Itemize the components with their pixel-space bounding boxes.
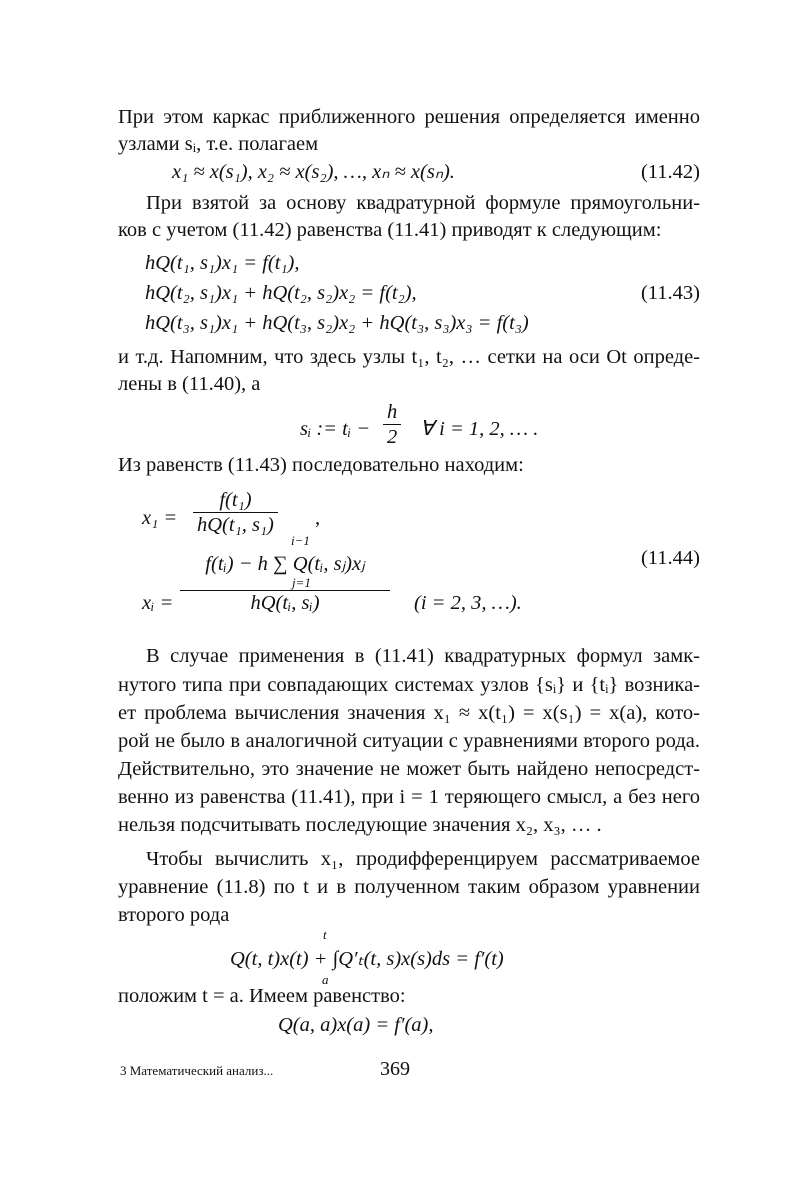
text-line: и т.д. Напомним, что здесь узлы t₁, t₂, … сетки на оси Ot опреде- <box>118 346 700 368</box>
text-line: венно из равенства (11.41), при i = 1 теряющего смысл, а без него <box>118 786 700 808</box>
text-line: Из равенств (11.43) последовательно находим: <box>118 454 524 476</box>
fraction-denominator: 2 <box>383 424 401 449</box>
text-line: При этом каркас приближенного решения определяется именно <box>118 106 700 128</box>
equation-11-42: x₁ ≈ x(s₁), x₂ ≈ x(s₂), …, xₙ ≈ x(sₙ). <box>172 161 455 183</box>
x1-fraction <box>193 488 278 537</box>
fraction-numerator: h <box>387 401 398 423</box>
equation-label: (11.43) <box>640 282 700 304</box>
text-line: положим t = a. Имеем равенство: <box>118 985 406 1007</box>
running-footer: 3 Математический анализ... <box>120 1063 274 1078</box>
text-line: нутого типа при совпадающих системах узлов {sᵢ} и {tᵢ} возника- <box>118 674 700 696</box>
fraction-denominator: hQ(tᵢ, sᵢ) <box>180 590 390 615</box>
text-line: ет проблема вычисления значения x₁ ≈ x(t₁) = x(s₁) = x(a), кото- <box>118 702 700 724</box>
equation-11-43-row: hQ(t₁, s₁)x₁ = f(t₁), <box>145 252 300 274</box>
fraction-denominator: hQ(t₁, s₁) <box>193 512 278 537</box>
si-definition-lhs: sᵢ := tᵢ − <box>300 418 371 440</box>
text-line: второго рода <box>118 904 230 926</box>
text-line: лены в (11.40), а <box>118 373 261 395</box>
fraction-numerator: f(tᵢ) − h ∑ Q(tᵢ, sⱼ)xⱼ <box>205 553 365 575</box>
comma: , <box>315 507 321 529</box>
equation-label: (11.42) <box>640 161 700 183</box>
text-line: узлами sᵢ, т.е. полагаем <box>118 133 319 155</box>
fraction-numerator: f(t₁) <box>219 489 252 511</box>
integral-upper-limit: t <box>323 927 327 942</box>
x1-lhs: x₁ = <box>142 507 178 529</box>
text-line: уравнение (11.8) по t и в полученном таким образом уравнении <box>118 876 700 898</box>
text-line: ков с учетом (11.42) равенства (11.41) приводят к следующим: <box>118 219 662 241</box>
sum-lower-limit: j=1 <box>292 575 311 590</box>
xi-fraction <box>180 552 390 615</box>
final-equation: Q(a, a)x(a) = f′(a), <box>278 1014 434 1036</box>
xi-lhs: xᵢ = <box>142 592 174 614</box>
text-line: При взятой за основу квадратурной формуле прямоугольни- <box>146 192 700 214</box>
equation-11-43-row: hQ(t₃, s₁)x₁ + hQ(t₃, s₂)x₂ + hQ(t₃, s₃)x₃ = f(t₃) <box>145 312 529 334</box>
sum-upper-limit: i−1 <box>291 533 310 548</box>
equation-label: (11.44) <box>640 547 700 569</box>
si-definition-rhs: ∀ i = 1, 2, … . <box>420 418 539 440</box>
text-line: нельзя подсчитывать последующие значения x₂, x₃, … . <box>118 814 602 836</box>
integral-equation: Q(t, t)x(t) + ∫Q′ₜ(t, s)x(s)ds = f′(t) <box>230 948 504 970</box>
text-line: Действительно, это значение не может быть найдено непосредст- <box>118 758 700 780</box>
text-line: рой не было в аналогичной ситуации с уравнениями второго рода. <box>118 730 700 752</box>
page-number: 369 <box>380 1058 410 1080</box>
text-line: Чтобы вычислить x₁, продифференцируем рассматриваемое <box>146 848 700 870</box>
integral-lower-limit: a <box>322 972 329 987</box>
equation-11-43-row: hQ(t₂, s₁)x₁ + hQ(t₂, s₂)x₂ = f(t₂), <box>145 282 417 304</box>
text-line: В случае применения в (11.41) квадратурных формул замк- <box>146 645 700 667</box>
xi-range: (i = 2, 3, …). <box>414 592 522 614</box>
h-over-2-fraction <box>383 400 401 449</box>
